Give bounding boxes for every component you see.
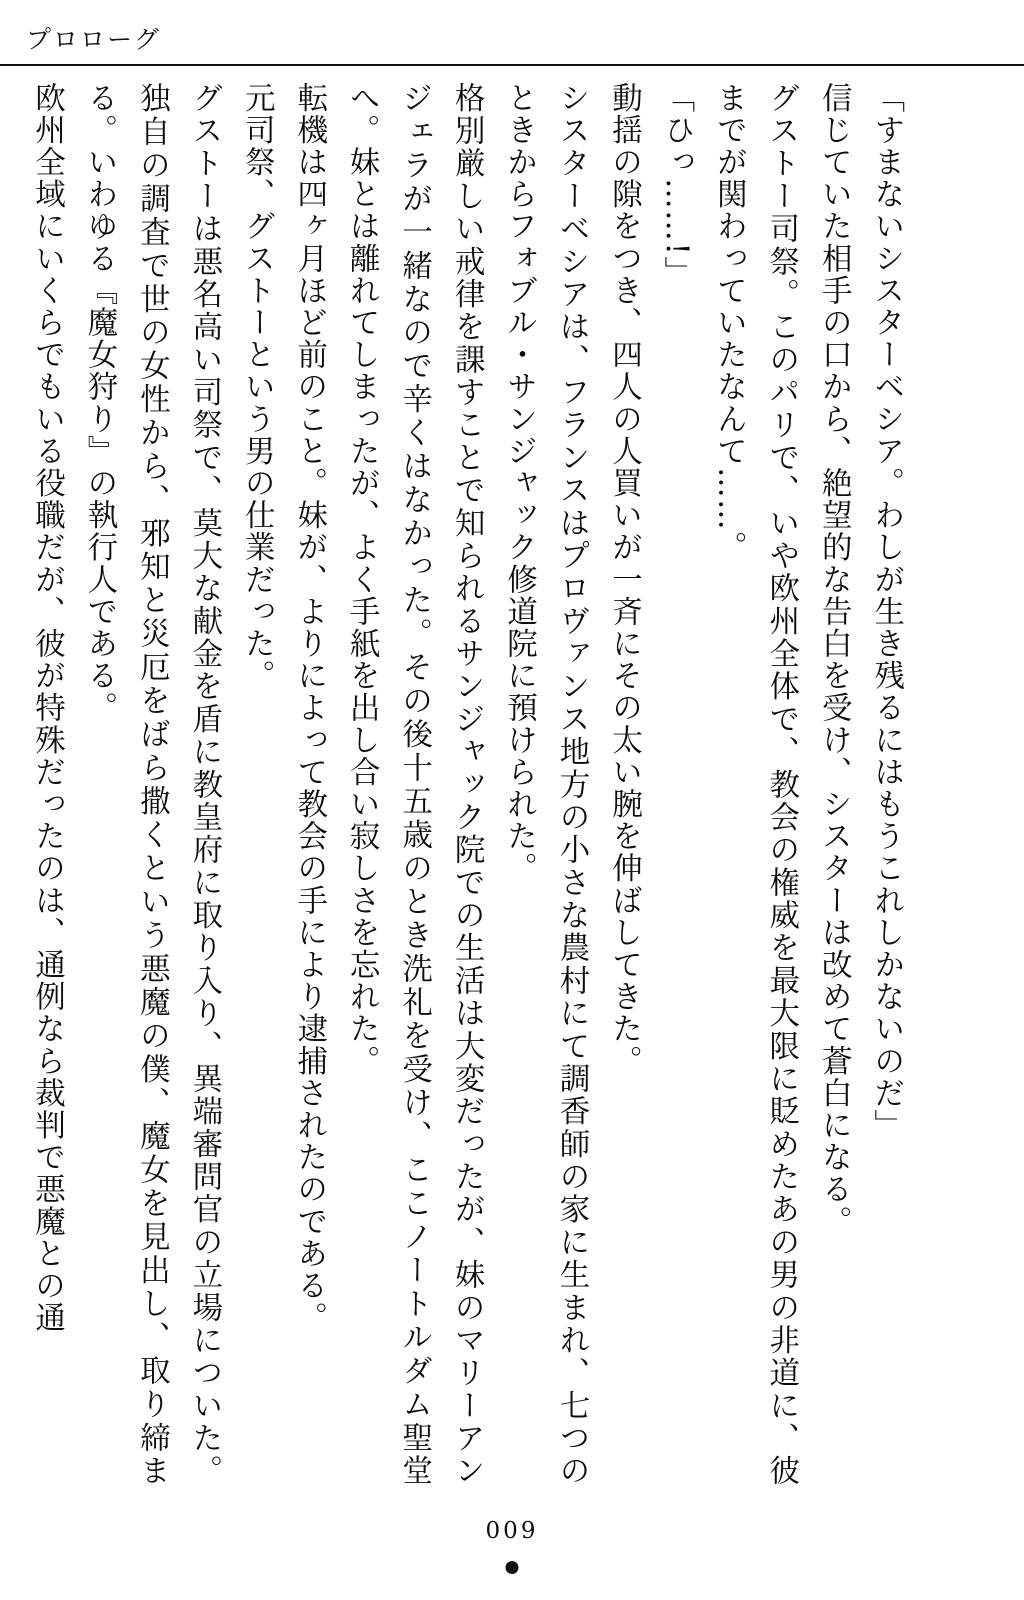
paragraph: グストー司祭。このパリで、いや欧州全体で、教会の権威を最大限に貶めたあの男の非道に、彼までが関わっていたなんて……。 [711,82,799,1487]
paragraph: 格別厳しい戒律を課すことで知られるサンジャック院での生活は大変だったが、妹のマリーアンジェラが一緒なので辛くはなかった。その後十五歳のとき洗礼を受け、ここノートルダム聖堂へ。妹とは離れてしまったが、よく手紙を出し合い寂しさを忘れた。 [344,82,485,1487]
header-divider [0,64,1024,66]
folio-ornament-dot [506,1561,519,1574]
running-head: プロローグ [26,25,162,54]
page-number: 009 [485,1518,539,1544]
paragraph: 欧州全域にいくらでもいる役職だが、彼が特殊だったのは、通例なら裁判で悪魔との通 [29,82,65,1334]
paragraph: 「ひっ……!」 [658,82,694,289]
paragraph: 転機は四ヶ月ほど前のこと。妹が、よりによって教会の手により逮捕されたのである。 [291,82,327,1334]
paragraph: 信じていた相手の口から、絶望的な告白を受け、シスターは改めて蒼白になる。 [816,82,852,1238]
paragraph: 「すまないシスターベシア。わしが生き残るにはもうこれしかないのだ」 [868,82,904,1142]
vertical-text-block [20,82,912,1487]
paragraph: 元司祭、グストーという男の仕業だった。 [239,82,275,692]
page-body [20,82,1004,1492]
paragraph: シスターベシアは、フランスはプロヴァンス地方の小さな農村にて調香師の家に生まれ、七つのときからフォブル・サンジャック修道院に預けられた。 [501,82,589,1487]
paragraph: グストーは悪名高い司祭で、莫大な献金を盾に教皇府に取り入り、異端審問官の立場についた。独自の調査で世の女性から、邪知と災厄をばら撒くという悪魔の僕、魔女を見出し、取り締まる。いわゆる『魔女狩り』の執行人である。 [81,82,222,1487]
paragraph: 動揺の隙をつき、四人の人買いが一斉にその太い腕を伸ばしてきた。 [606,82,642,1078]
